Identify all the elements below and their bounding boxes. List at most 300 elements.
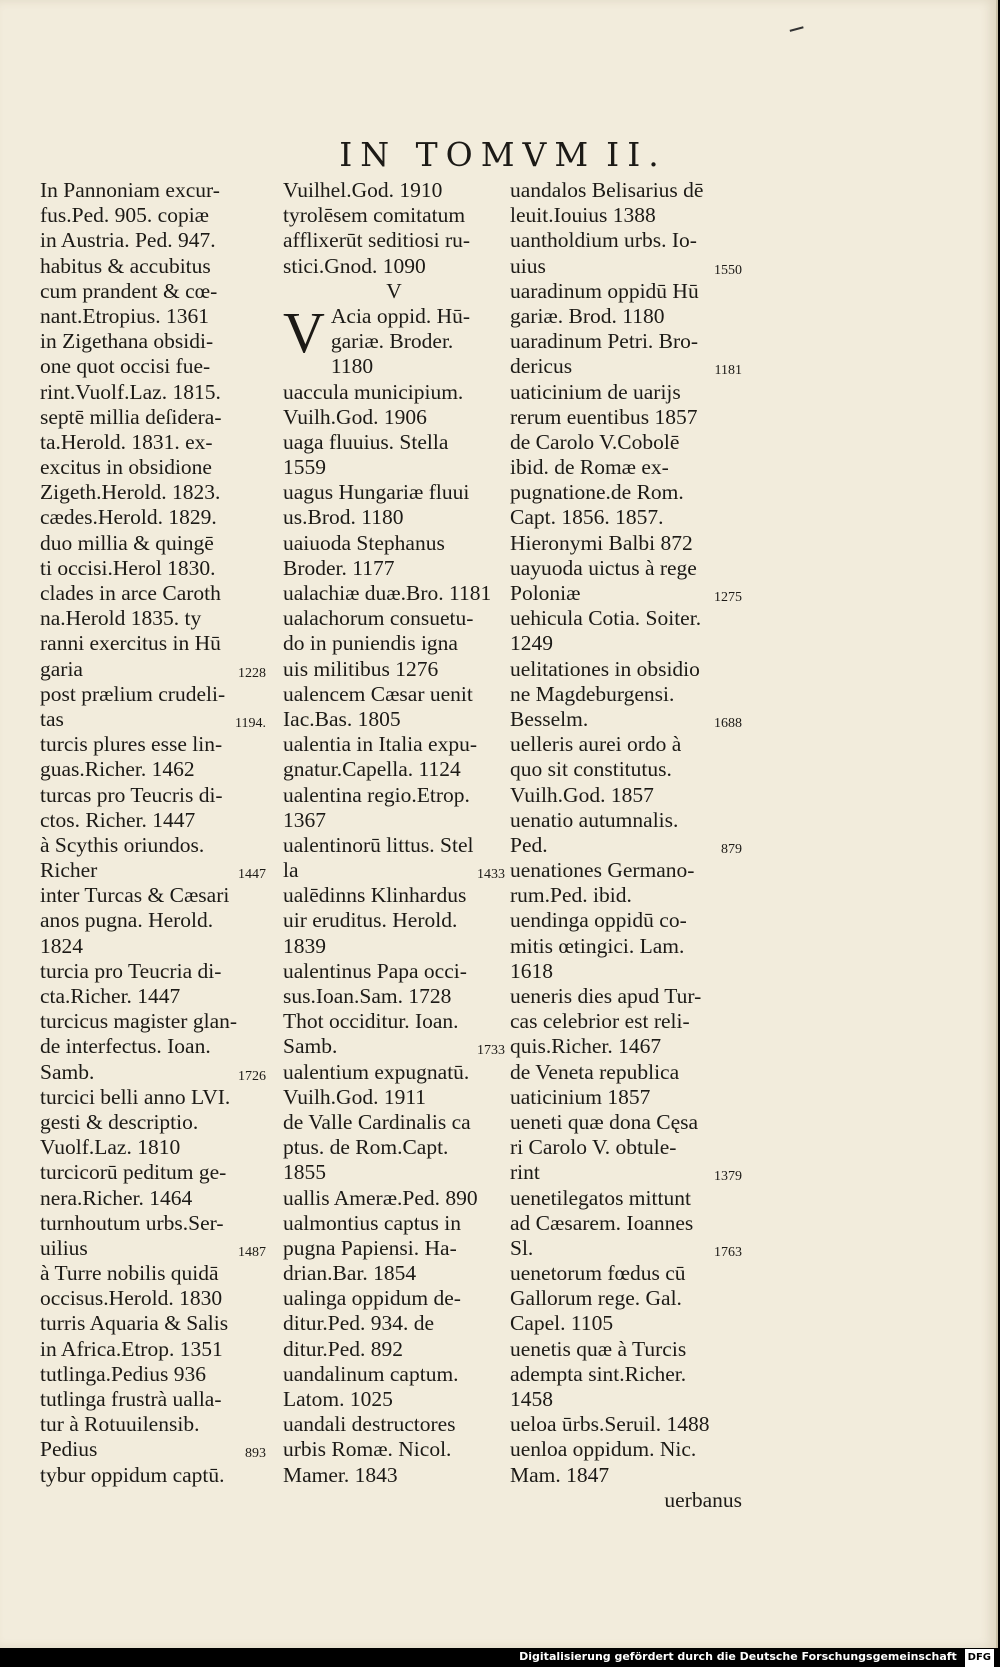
entry-text: turnhoutum urbs.Ser- [40,1210,224,1235]
index-line [510,505,742,530]
entry-text: quo sit constitutus. [510,757,672,782]
index-line [40,1236,266,1261]
index-line [510,1337,742,1362]
index-line [40,455,266,480]
index-line [283,1034,505,1059]
index-line [510,657,742,682]
entry-text: uayuoda uictus à rege [510,555,697,580]
index-line [510,1009,742,1034]
entry-text: ditur.Ped. 934. de [283,1311,435,1336]
index-line [283,1135,505,1160]
entry-text: ditur.Ped. 892 [283,1336,404,1361]
page-number: 1275 [714,590,742,605]
index-line [510,1211,742,1236]
entry-text: ti occisi.Herol 1830. [40,555,216,580]
index-line [283,455,505,480]
entry-text: ueneris dies apud Tur- [510,984,702,1008]
entry-text: septē millia deſidera- [40,404,222,429]
entry-text: ad Cæsarem. Ioannes [510,1210,694,1235]
index-line [40,178,266,203]
entry-text: turcia pro Teucria di- [40,958,222,983]
index-line [40,707,266,732]
index-line [40,380,266,405]
entry-text: ualēdinns Klinhardus [283,883,467,908]
entry-text: Capel. 1105 [510,1311,614,1336]
entry-text: turcas pro Teucris di- [40,782,223,807]
entry-text: Vuilhel.God. 1910 [283,178,443,202]
index-line [40,1261,266,1286]
page-number: 1550 [714,262,742,278]
entry-text: uaiuoda Stephanus [283,530,445,555]
entry-text: ranni exercitus in Hū [40,631,221,656]
entry-text: nera.Richer. 1464 [40,1185,193,1210]
entry-text: uilius [40,1235,88,1260]
index-line [283,1463,505,1488]
page-number: 1228 [238,665,266,681]
index-line [40,1337,266,1362]
index-line [40,959,266,984]
entry-text: 1249 [510,631,553,656]
entry-text: ta.Herold. 1831. ex- [40,429,213,454]
index-line [510,531,742,556]
page-number: 1487 [238,1244,266,1260]
index-line [40,631,266,656]
entry-text: one quot occisi fue- [40,354,211,379]
entry-text: fus.Ped. 905. copiæ [40,203,210,228]
entry-text: 1855 [283,1160,326,1185]
index-line [40,1463,266,1488]
index-line [510,1186,742,1211]
entry-text: de Veneta republica [510,1059,680,1084]
index-line [40,1034,266,1059]
entry-text: pugna Papiensi. Ha- [283,1235,457,1260]
entry-text: Latom. 1025 [283,1387,393,1412]
entry-text: tur à Rotuuilensib. [40,1412,200,1437]
index-line [40,531,266,556]
entry-text: ualinga oppidum de- [283,1286,461,1311]
index-line [283,1060,505,1085]
entry-text: uandalinum captum. [283,1361,459,1386]
index-line [40,1060,266,1085]
index-line [283,354,505,379]
index-line [40,1009,266,1034]
index-line [40,556,266,581]
entry-text: rint [510,1160,540,1185]
digitization-footer [0,1648,1000,1666]
index-column-3 [510,178,742,1513]
index-line [283,732,505,757]
index-line [283,606,505,631]
index-line [510,203,742,228]
index-line [283,883,505,908]
entry-text: In Pannoniam excur- [40,178,220,202]
entry-text: leuit.Iouius 1388 [510,203,656,228]
index-line [283,1261,505,1286]
index-line [283,203,505,228]
entry-text: uenatio autumnalis. [510,807,679,832]
entry-text: Samb. [283,1034,338,1059]
index-line [40,934,266,959]
page-number: 879 [721,841,742,857]
index-line [510,279,742,304]
entry-text: uelitationes in obsidio [510,656,700,681]
entry-text: inter Turcas & Cæsari [40,883,230,908]
index-line [40,405,266,430]
entry-text: in Zigethana obsidi- [40,329,214,354]
page-number: 893 [245,1446,266,1462]
entry-text: gesti & descriptio. [40,1109,199,1134]
index-line [40,657,266,682]
index-line [510,858,742,883]
index-line [40,1437,266,1462]
entry-text: habitus & accubitus [40,253,211,278]
index-line [510,1311,742,1336]
entry-text: Zigeth.Herold. 1823. [40,480,221,505]
index-line [283,1437,505,1462]
index-line [40,783,266,808]
index-line [40,254,266,279]
entry-text: uenloa oppidum. Nic. [510,1437,697,1462]
index-line [40,203,266,228]
entry-text: de Valle Cardinalis ca [283,1109,471,1134]
index-line [510,1085,742,1110]
entry-text: ualentinus Papa occi- [283,958,467,983]
index-line [283,707,505,732]
entry-text: rerum euentibus 1857 [510,404,698,429]
index-column-2 [283,178,505,1488]
entry-text: uis militibus 1276 [283,656,439,681]
entry-text: uenetorum fœdus cū [510,1261,686,1286]
entry-text: ualentium expugnatū. [283,1059,470,1084]
entry-text: uehicula Cotia. Soiter. [510,606,702,631]
index-line [510,934,742,959]
index-line [283,808,505,833]
entry-text: ueneti quæ dona Cęsa [510,1109,699,1134]
entry-text: guas.Richer. 1462 [40,757,195,782]
entry-text: de interfectus. Ioan. [40,1034,211,1059]
index-line [510,581,742,606]
index-line [40,1085,266,1110]
entry-text: na.Herold 1835. ty [40,606,202,631]
page-number: 1726 [238,1068,266,1084]
index-line [40,808,266,833]
index-line [283,1009,505,1034]
index-line [283,657,505,682]
index-line [40,329,266,354]
entry-text: tybur oppidum captū. [40,1462,225,1487]
entry-text: Vuilh.God. 1906 [283,404,427,429]
index-line [40,1311,266,1336]
index-line [40,1211,266,1236]
index-line [510,732,742,757]
entry-text: rint.Vuolf.Laz. 1815. [40,379,221,404]
entry-text: excitus in obsidione [40,455,212,480]
entry-text: uelleris aurei ordo à [510,732,682,757]
entry-text: Acia oppid. Hū- [330,303,471,328]
index-line [40,1362,266,1387]
index-line [283,380,505,405]
index-line [283,682,505,707]
index-line [40,279,266,304]
entry-text: uandali destructores [283,1412,456,1437]
index-line [510,883,742,908]
index-line [283,1211,505,1236]
index-line [40,1186,266,1211]
entry-text: Thot occiditur. Ioan. [283,1009,459,1034]
index-line [283,858,505,883]
index-line [510,1412,742,1437]
entry-text: ibid. de Romæ ex- [510,455,669,480]
entry-text: 1367 [283,807,326,832]
entry-text: ualentinorū littus. Stel [283,832,474,857]
entry-text: quis.Richer. 1467 [510,1034,662,1059]
entry-text: turcici belli anno LVI. [40,1084,231,1109]
index-line [510,178,742,203]
index-line [283,480,505,505]
index-line [283,631,505,656]
entry-text: post prælium crudeli- [40,681,226,706]
index-line [283,505,505,530]
entry-text: uandalos Belisarius dē [510,178,704,202]
index-line [510,757,742,782]
entry-text: ri Carolo V. obtule- [510,1135,677,1160]
entry-text: in Africa.Etrop. 1351 [40,1336,223,1361]
index-line [510,354,742,379]
entry-text: uaradinum Petri. Bro- [510,329,699,354]
index-line [283,1387,505,1412]
entry-text: Besselm. [510,706,589,731]
index-line [40,757,266,782]
index-line [40,228,266,253]
page-mark [790,26,805,34]
index-line [283,531,505,556]
index-line [510,707,742,732]
entry-text: Vuilh.God. 1857 [510,782,654,807]
index-line [40,1387,266,1412]
index-line [510,984,742,1009]
index-line [40,732,266,757]
index-line [40,984,266,1009]
page-number: 1194. [235,715,266,731]
index-line [40,354,266,379]
index-line [40,682,266,707]
page-number: 1181 [714,363,742,379]
index-line [510,430,742,455]
entry-text: Iac.Bas. 1805 [283,706,401,731]
entry-text: stici.Gnod. 1090 [283,253,426,278]
dfg-logo: DFG [965,1649,994,1667]
index-line [40,883,266,908]
page-number: 1688 [714,715,742,731]
page-number: 1433 [477,867,505,883]
entry-text: uenetis quæ à Turcis [510,1336,687,1361]
entry-text: uendinga oppidū co- [510,908,687,933]
entry-text: uallis Ameræ.Ped. 890 [283,1185,478,1210]
header-volume: II. [606,135,667,174]
entry-text: 1839 [283,933,326,958]
entry-text: Broder. 1177 [283,555,395,580]
entry-text: Vuilh.God. 1911 [283,1084,427,1109]
entry-text: ualentia in Italia expu- [283,732,478,757]
index-line [40,1160,266,1185]
index-line [510,254,742,279]
index-line [283,783,505,808]
index-line [510,380,742,405]
footer-text: Digitalisierung gefördert durch die Deutsche Forschungsgemeinschaft [519,1650,957,1663]
entry-text: afflixerūt seditiosi ru- [283,228,471,253]
index-line [283,1236,505,1261]
index-line [510,455,742,480]
index-line [510,1488,742,1513]
entry-text: uaga fluuius. Stella [283,429,449,454]
entry-text: Vuolf.Laz. 1810 [40,1135,181,1160]
index-line [283,405,505,430]
entry-text: gnatur.Capella. 1124 [283,757,461,782]
index-line [40,1135,266,1160]
entry-text: uir eruditus. Herold. [283,908,458,933]
page-number: 1447 [238,867,266,883]
index-line [283,757,505,782]
entry-text: 1559 [283,455,326,480]
entry-text: Pedius [40,1437,98,1462]
entry-text: ualentina regio.Etrop. [283,782,470,807]
index-line [283,1337,505,1362]
index-line [510,1110,742,1135]
index-line [510,833,742,858]
entry-text: gariæ. Brod. 1180 [510,303,665,328]
index-line [510,1060,742,1085]
entry-text: uantholdium urbs. Io- [510,228,697,253]
entry-text: ualachorum consuetu- [283,606,474,631]
index-line [510,1362,742,1387]
entry-text: ptus. de Rom.Capt. [283,1135,449,1160]
index-line [40,581,266,606]
entry-text: uaradinum oppidū Hū [510,278,699,303]
entry-text: 1458 [510,1387,553,1411]
entry-text: ualachiæ duæ.Bro. 1181 [283,581,492,606]
entry-text: à Scythis oriundos. [40,832,205,857]
entry-text: Ped. [510,832,548,857]
entry-text: garia [40,656,83,681]
index-column-1 [40,178,266,1488]
entry-text: turcis plures esse lin- [40,732,223,757]
index-line [510,329,742,354]
index-line [510,480,742,505]
entry-text: la [283,858,299,883]
entry-text: à Turre nobilis quidā [40,1261,219,1286]
index-line [283,1110,505,1135]
index-line [283,1085,505,1110]
entry-text: adempta sint.Richer. [510,1361,687,1386]
index-line [510,631,742,656]
entry-text: uaticinium 1857 [510,1084,651,1109]
index-line [510,908,742,933]
index-line [510,1286,742,1311]
entry-text: uenetilegatos mittunt [510,1185,691,1210]
entry-text: V [386,278,402,303]
index-line [510,1437,742,1462]
index-line [283,1160,505,1185]
entry-text: ualmontius captus in [283,1210,461,1235]
entry-text: de Carolo V.Cobolē [510,429,680,454]
entry-text: nant.Etropius. 1361 [40,303,209,328]
page-number: 1379 [714,1169,742,1185]
entry-text: Samb. [40,1059,95,1084]
index-line [283,1311,505,1336]
entry-text: Sl. [510,1235,534,1260]
header-title: IN TOMVM [339,135,597,174]
entry-text: cas celebrior est reli- [510,1009,690,1034]
entry-text: ctos. Richer. 1447 [40,807,196,832]
entry-text: cta.Richer. 1447 [40,984,181,1008]
entry-text: Capt. 1856. 1857. [510,505,664,530]
entry-text: clades in arce Caroth [40,581,221,605]
entry-text: Richer [40,858,98,883]
index-line [283,556,505,581]
index-line [510,1387,742,1412]
entry-text: mitis œtingici. Lam. [510,933,685,958]
entry-text: Gallorum rege. Gal. [510,1286,682,1311]
entry-text: Hieronymi Balbi 872 [510,530,693,555]
index-line [40,1286,266,1311]
entry-text: us.Brod. 1180 [283,505,404,530]
index-line [510,556,742,581]
entry-text: turcicorū peditum ge- [40,1160,227,1185]
entry-text: tutlinga frustrà ualla- [40,1387,222,1411]
entry-text: tas [40,706,64,731]
entry-text: in Austria. Ped. 947. [40,228,216,253]
index-line [283,329,505,354]
index-line [283,178,505,203]
entry-text: turcicus magister glan- [40,1009,238,1034]
index-line [283,833,505,858]
entry-text: pugnatione.de Rom. [510,480,684,505]
entry-text: uius [510,253,546,278]
entry-text: cædes.Herold. 1829. [40,505,217,530]
index-line [40,858,266,883]
entry-text: uaticinium de uarijs [510,379,681,404]
index-line [40,430,266,455]
index-line [40,833,266,858]
entry-text: uerbanus [664,1487,742,1512]
index-line [510,682,742,707]
entry-text: Mam. 1847 [510,1462,610,1487]
index-line [510,1236,742,1261]
entry-text: gariæ. Broder. [330,329,454,354]
entry-text: ueloa ūrbs.Seruil. 1488 [510,1412,710,1437]
entry-text: drian.Bar. 1854 [283,1261,417,1286]
entry-text: uaccula municipium. [283,379,464,404]
index-line [283,254,505,279]
index-line [40,505,266,530]
index-line [510,1261,742,1286]
index-line [283,984,505,1009]
index-line [283,1186,505,1211]
entry-text: cum prandent & cœ- [40,278,218,303]
index-line [283,959,505,984]
entry-text: do in puniendis igna [283,631,458,656]
index-line [283,934,505,959]
entry-text: dericus [510,354,573,379]
index-line [283,1286,505,1311]
entry-text: turris Aquaria & Salis [40,1311,229,1336]
entry-text: 1180 [330,354,374,379]
index-line [283,581,505,606]
entry-text: uenationes Germano- [510,858,695,883]
entry-text: occisus.Herold. 1830 [40,1286,223,1311]
index-line [40,1110,266,1135]
index-line [283,1412,505,1437]
